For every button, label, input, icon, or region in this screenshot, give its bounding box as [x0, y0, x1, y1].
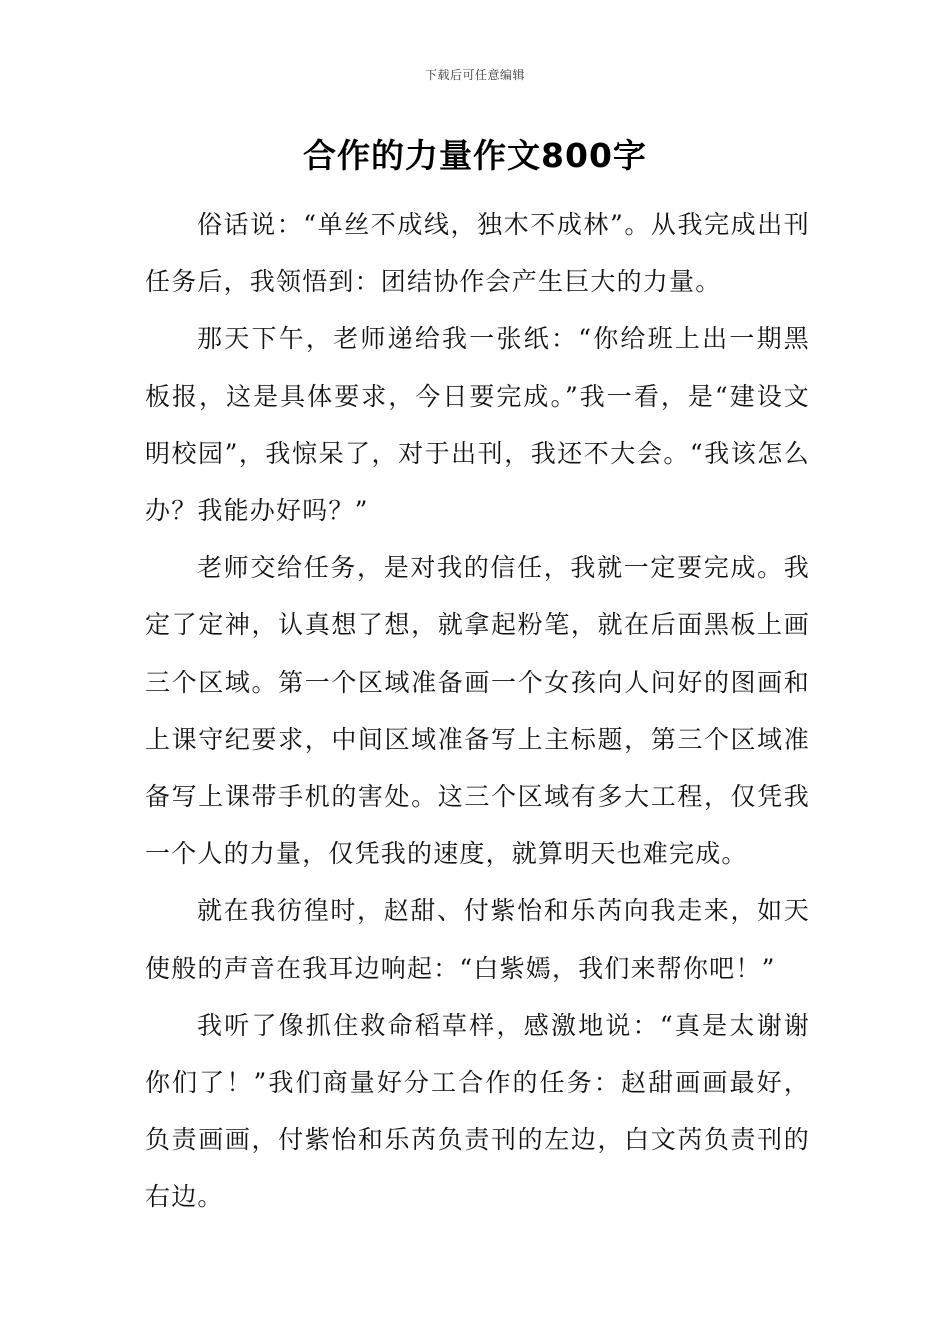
paragraph: 我听了像抓住救命稻草样，感激地说：“真是太谢谢你们了！”我们商量好分工合作的任务：赵甜画画最好，负责画画，付紫怡和乐芮负责刊的左边，白文芮负责刊的右边。 [145, 1010, 810, 1212]
header-note: 下载后可任意编辑 [424, 68, 525, 82]
paragraph: 那天下午，老师递给我一张纸：“你给班上出一期黑板报，这是具体要求，今日要完成。”我一看，是“建设文明校园”，我惊呆了，对于出刊，我还不大会。“我该怎么办？我能办好吗？” [145, 324, 810, 526]
document-title: 合作的力量作文800字 [303, 136, 647, 175]
paragraph: 俗话说：“单丝不成线，独木不成林”。从我完成出刊任务后，我领悟到：团结协作会产生巨大的力量。 [145, 210, 810, 297]
paragraph: 老师交给任务，是对我的信任，我就一定要完成。我定了定神，认真想了想，就拿起粉笔，就在后面黑板上画三个区域。第一个区域准备画一个女孩向人问好的图画和上课守纪要求，中间区域准备写上主标题，第三个区域准备写上课带手机的害处。这三个区域有多大工程，仅凭我一个人的力量，仅凭我的速度，就算明天也难完成。 [145, 553, 810, 869]
document-body [145, 196, 810, 1226]
paragraph: 就在我彷徨时，赵甜、付紫怡和乐芮向我走来，如天使般的声音在我耳边响起：“白紫嫣，我们来帮你吧！” [145, 896, 810, 983]
